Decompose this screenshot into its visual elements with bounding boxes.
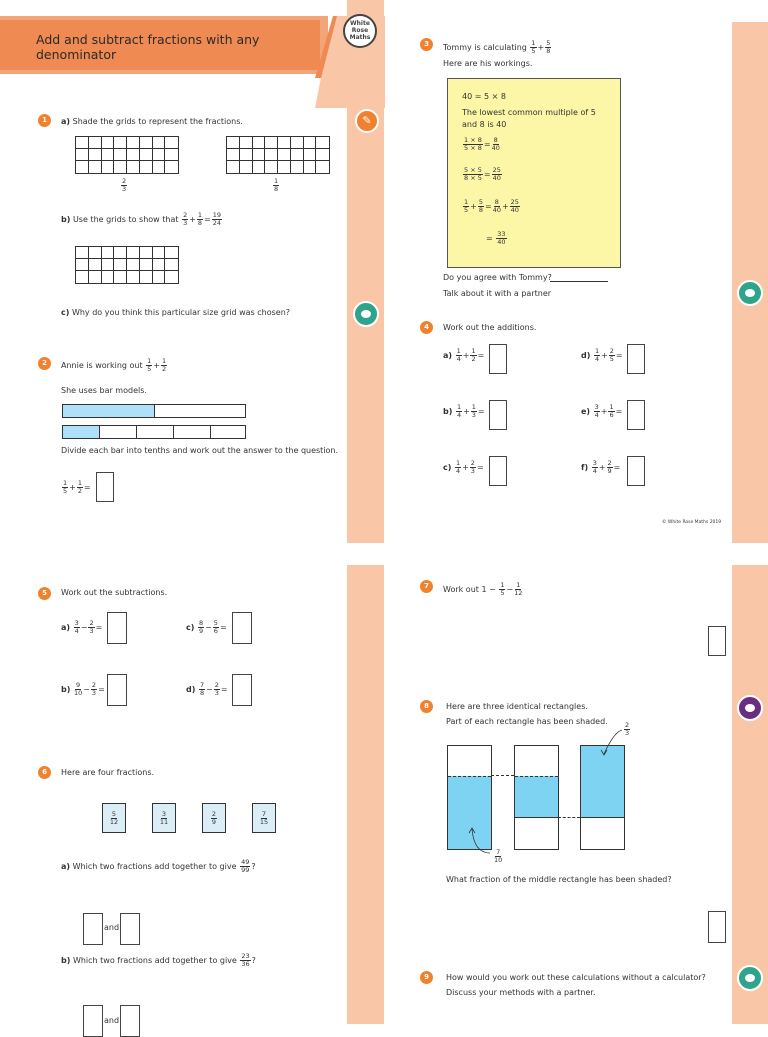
pencil-icon: ✎	[355, 109, 379, 133]
sidebar-strip	[732, 565, 768, 1024]
subtraction-item: c) $\frac{8}{9}$ − $\frac{5}{6}$ =	[186, 619, 227, 635]
q6a-text: a) Which two fractions add together to give $\frac{49}{99}$ ?	[61, 858, 256, 874]
title-banner	[0, 16, 328, 74]
label-seven-tenths: $\frac{7}{10}$	[494, 848, 503, 864]
question-number: 8	[420, 700, 433, 713]
q3-question: Do you agree with Tommy?	[443, 273, 552, 282]
fraction-card[interactable]: $\frac{5}{12}$	[102, 803, 126, 833]
answer-box[interactable]	[83, 1005, 103, 1037]
fraction-grid-1[interactable]	[75, 136, 179, 174]
question-number: 5	[38, 587, 51, 600]
answer-box[interactable]	[96, 472, 114, 502]
q3-line2: Here are his workings.	[443, 59, 533, 68]
q8-line2: Part of each rectangle has been shaded.	[446, 717, 608, 726]
addition-item: b) $\frac{1}{4}$ + $\frac{1}{3}$ =	[443, 403, 485, 419]
q1a-text: a) Shade the grids to represent the fractions.	[61, 117, 243, 126]
question-number: 2	[38, 357, 51, 370]
subtraction-item: b) $\frac{9}{10}$ − $\frac{2}{3}$ =	[61, 681, 105, 697]
question-number: 6	[38, 766, 51, 779]
fraction-grid-3[interactable]	[75, 246, 179, 284]
q8-line1: Here are three identical rectangles.	[446, 702, 588, 711]
answer-box[interactable]	[120, 913, 140, 945]
addition-item: d) $\frac{1}{4}$ + $\frac{2}{5}$ =	[581, 347, 623, 363]
q2-equation: $\frac{1}{5}$ + $\frac{1}{2}$ =	[63, 479, 91, 495]
q1b-text: b) Use the grids to show that $\frac{2}{3}$ + $\frac{1}{8}$ = $\frac{19}{24}$	[61, 211, 222, 227]
answer-box[interactable]	[83, 913, 103, 945]
answer-box[interactable]	[232, 612, 252, 644]
q5-text: Work out the subtractions.	[61, 588, 168, 597]
arrow-icon	[462, 825, 494, 859]
q9-line1: How would you work out these calculations without a calculator?	[446, 973, 706, 982]
question-number: 4	[420, 321, 433, 334]
and-label: and	[104, 1016, 120, 1025]
answer-box[interactable]	[120, 1005, 140, 1037]
sidebar-strip	[347, 565, 384, 1024]
fraction-card[interactable]: $\frac{2}{9}$	[202, 803, 226, 833]
subtraction-item: d) $\frac{7}{8}$ − $\frac{2}{3}$ =	[186, 681, 228, 697]
addition-item: a) $\frac{1}{4}$ + $\frac{1}{2}$ =	[443, 347, 485, 363]
rectangle-2	[514, 745, 559, 850]
fraction-card[interactable]: $\frac{3}{11}$	[152, 803, 176, 833]
question-number: 7	[420, 580, 433, 593]
arrow-icon	[598, 728, 626, 758]
addition-item: f) $\frac{3}{4}$ + $\frac{2}{9}$ =	[581, 459, 621, 475]
q1c-text: c) Why do you think this particular size grid was chosen?	[61, 308, 291, 317]
q6-text: Here are four fractions.	[61, 768, 155, 777]
grid2-label: $\frac{1}{8}$	[274, 177, 279, 193]
q9-line2: Discuss your methods with a partner.	[446, 988, 596, 997]
answer-box[interactable]	[232, 674, 252, 706]
fraction-card[interactable]: $\frac{7}{15}$	[252, 803, 276, 833]
dashed-guide	[558, 817, 580, 818]
workings-note: 40 = 5 × 8 The lowest common multiple of 5 and 8 is 40 $\frac{1 \times 8}{5 \times 8}$ = $\frac{8}{40}$ $\frac{5 \times 5}{8 \times 5}$ = $\frac{25}{40}$ $\frac{1}{5}$ + $\frac{5}{8}$ = $\frac{8}{40}$ + $\frac{25}{40}$ = $\frac{33}{40}$	[447, 78, 621, 268]
q2-text: Annie is working out $\frac{1}{5}$ + $\frac{1}{2}$	[61, 357, 167, 373]
subtraction-item: a) $\frac{3}{4}$ − $\frac{2}{3}$ =	[61, 619, 103, 635]
addition-item: c) $\frac{1}{4}$ + $\frac{2}{3}$ =	[443, 459, 484, 475]
answer-box[interactable]	[489, 456, 507, 486]
answer-box[interactable]	[708, 911, 726, 943]
question-number: 3	[420, 38, 433, 51]
addition-item: e) $\frac{3}{4}$ + $\frac{1}{6}$ =	[581, 403, 623, 419]
bar-model-2[interactable]	[62, 425, 246, 439]
bar-model-1[interactable]	[62, 404, 246, 418]
q6b-text: b) Which two fractions add together to give $\frac{23}{36}$ ?	[61, 952, 256, 968]
answer-box[interactable]	[489, 400, 507, 430]
answer-box[interactable]	[489, 344, 507, 374]
rectangle-3	[580, 745, 625, 850]
q2-line2: She uses bar models.	[61, 386, 147, 395]
white-rose-logo: White Rose Maths	[343, 14, 377, 48]
question-number: 1	[38, 114, 51, 127]
answer-box[interactable]	[627, 344, 645, 374]
copyright: © White Rose Maths 2019	[662, 520, 722, 525]
q4-text: Work out the additions.	[443, 323, 537, 332]
page-title: Add and subtract fractions with any denominator	[36, 32, 260, 62]
answer-line[interactable]	[550, 281, 608, 282]
speech-bubble-icon	[737, 695, 763, 721]
question-number: 9	[420, 971, 433, 984]
and-label: and	[104, 923, 120, 932]
speech-bubble-icon	[737, 280, 763, 306]
answer-box[interactable]	[627, 400, 645, 430]
answer-box[interactable]	[107, 612, 127, 644]
answer-box[interactable]	[708, 626, 726, 656]
q3-text: Tommy is calculating $\frac{1}{5}$ + $\frac{5}{8}$	[443, 39, 551, 55]
label-two-thirds: $\frac{2}{3}$	[625, 721, 630, 737]
speech-bubble-icon	[737, 965, 763, 991]
dashed-guide	[491, 775, 514, 776]
answer-box[interactable]	[107, 674, 127, 706]
q2-instruction: Divide each bar into tenths and work out the answer to the question.	[61, 446, 339, 455]
q8-question: What fraction of the middle rectangle has been shaded?	[446, 875, 672, 884]
grid1-label: $\frac{2}{3}$	[122, 177, 127, 193]
answer-box[interactable]	[627, 456, 645, 486]
q7-text: Work out 1 − $\frac{1}{5}$ − $\frac{1}{12}$	[443, 581, 523, 597]
q3-talk: Talk about it with a partner	[443, 289, 552, 298]
fraction-grid-2[interactable]	[226, 136, 330, 174]
speech-bubble-icon	[353, 301, 379, 327]
